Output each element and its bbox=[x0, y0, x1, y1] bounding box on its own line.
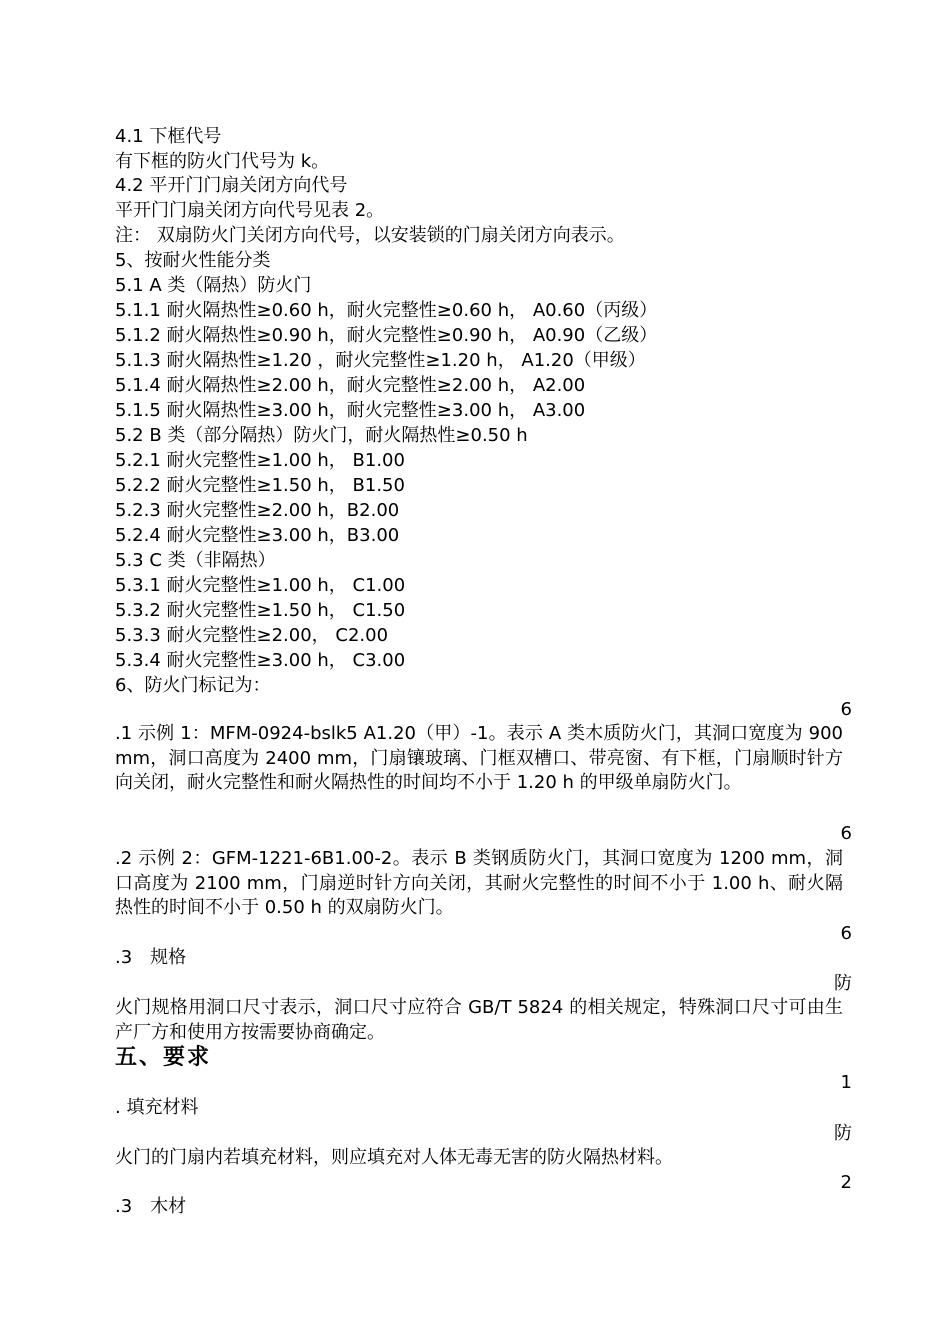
text-line: 5.1.1 耐火隔热性≥0.60 h，耐火完整性≥0.60 h， A0.60（丙级） bbox=[115, 300, 658, 321]
paragraph-specification: 火门规格用洞口尺寸表示，洞口尺寸应符合 GB/T 5824 的相关规定，特殊洞口尺寸可由生产厂方和使用方按需要协商确定。 bbox=[115, 997, 843, 1043]
margin-number: 6 bbox=[840, 699, 852, 720]
margin-character: 防 bbox=[834, 973, 852, 994]
text-line: 5.1 A 类（隔热）防火门 bbox=[115, 275, 312, 296]
text-line: 5.3.2 耐火完整性≥1.50 h， C1.50 bbox=[115, 600, 406, 621]
text-line: 5.2.1 耐火完整性≥1.00 h， B1.00 bbox=[115, 450, 405, 471]
subsection-heading: .3 木材 bbox=[115, 1196, 187, 1217]
subsection-heading: . 填充材料 bbox=[115, 1097, 199, 1118]
paragraph-example-1: .1 示例 1：MFM-0924-bslk5 A1.20（甲）-1。表示 A 类木质防火门，其洞口宽度为 900 mm，洞口高度为 2400 mm，门扇镶玻璃、门框双槽口、带亮窗、有下框，门扇顺时针方向关闭，耐火完整性和耐火隔热性的时间均不小于 1.20 h 的甲级单扇防火门。 bbox=[115, 723, 843, 794]
section-heading: 6、防火门标记为： bbox=[115, 675, 271, 696]
text-line: 5.3.4 耐火完整性≥3.00 h， C3.00 bbox=[115, 650, 406, 671]
text-line: 5.1.4 耐火隔热性≥2.00 h，耐火完整性≥2.00 h， A2.00 bbox=[115, 375, 586, 396]
section-heading: 5、按耐火性能分类 bbox=[115, 250, 271, 271]
text-line: 有下框的防火门代号为 k。 bbox=[115, 151, 330, 172]
margin-number: 1 bbox=[840, 1072, 852, 1093]
note-line: 注： 双扇防火门关闭方向代号，以安装锁的门扇关闭方向表示。 bbox=[115, 225, 625, 246]
text-line: 5.2 B 类（部分隔热）防火门，耐火隔热性≥0.50 h bbox=[115, 425, 528, 446]
subsection-heading: .3 规格 bbox=[115, 947, 187, 968]
text-line: 5.3.3 耐火完整性≥2.00， C2.00 bbox=[115, 625, 389, 646]
text-line: 平开门门扇关闭方向代号见表 2。 bbox=[115, 200, 385, 221]
text-line: 4.2 平开门门扇关闭方向代号 bbox=[115, 175, 348, 196]
text-line: 5.3 C 类（非隔热） bbox=[115, 550, 276, 571]
text-line: 5.1.5 耐火隔热性≥3.00 h，耐火完整性≥3.00 h， A3.00 bbox=[115, 400, 586, 421]
paragraph-example-2: .2 示例 2：GFM-1221-6B1.00-2。表示 B 类钢质防火门，其洞口宽度为 1200 mm，洞口高度为 2100 mm，门扇逆时针方向关闭，其耐火完整性的时间不小于 1.00 h、耐火隔热性的时间不小于 0.50 h 的双扇防火门。 bbox=[115, 848, 843, 919]
text-line: 5.1.2 耐火隔热性≥0.90 h，耐火完整性≥0.90 h， A0.90（乙级） bbox=[115, 325, 658, 346]
text-line: 5.3.1 耐火完整性≥1.00 h， C1.00 bbox=[115, 575, 406, 596]
margin-number: 6 bbox=[840, 823, 852, 844]
margin-number: 2 bbox=[840, 1172, 852, 1193]
text-line: 4.1 下框代号 bbox=[115, 126, 222, 147]
text-line: 5.2.3 耐火完整性≥2.00 h，B2.00 bbox=[115, 500, 400, 521]
margin-character: 防 bbox=[834, 1123, 852, 1144]
chapter-heading: 五、要求 bbox=[115, 1045, 212, 1070]
text-line: 5.1.3 耐火隔热性≥1.20 ，耐火完整性≥1.20 h， A1.20（甲级） bbox=[115, 350, 646, 371]
margin-number: 6 bbox=[840, 923, 852, 944]
text-line: 5.2.4 耐火完整性≥3.00 h，B3.00 bbox=[115, 525, 400, 546]
paragraph-filling: 火门的门扇内若填充材料，则应填充对人体无毒无害的防火隔热材料。 bbox=[115, 1147, 673, 1168]
text-line: 5.2.2 耐火完整性≥1.50 h， B1.50 bbox=[115, 475, 405, 496]
